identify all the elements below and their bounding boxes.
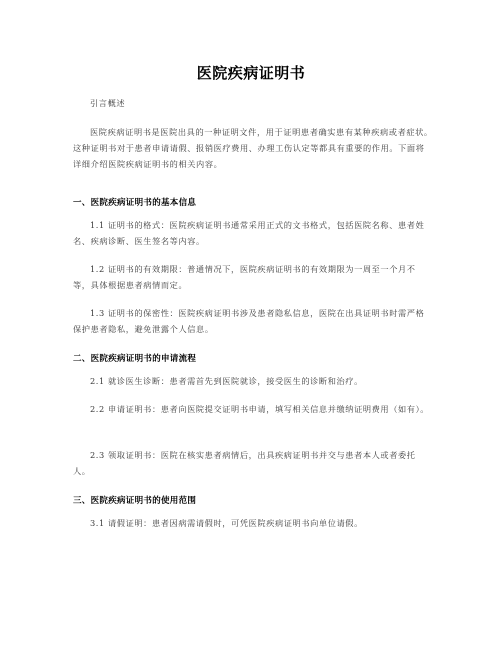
section1-paragraph-2-text: 1.2 证明书的有效期限：普通情况下，医院疾病证明书的有效期限为一周至一个月不等，具体根据患者病情而定。 (73, 264, 416, 290)
intro-paragraph-text: 医院疾病证明书是医院出具的一种证明文件，用于证明患者确实患有某种疾病或者症状。这种证明书对于患者申请请假、报销医疗费用、办理工伤认定等都具有重要的作用。下面将详细介绍医院疾病证明书的相关内容。 (73, 127, 433, 169)
section2-paragraph-1-text: 2.1 就诊医生诊断：患者需首先到医院就诊，接受医生的诊断和治疗。 (90, 376, 363, 386)
intro-paragraph (73, 124, 433, 172)
section1-paragraph-1 (73, 217, 433, 249)
intro-heading-text: 引言概述 (90, 98, 126, 108)
section2-paragraph-3-text: 2.3 领取证明书：医院在核实患者病情后，出具疾病证明书并交与患者本人或者委托人。 (73, 450, 416, 476)
intro-heading (73, 95, 433, 111)
section1-paragraph-3-text: 1.3 证明书的保密性：医院疾病证明书涉及患者隐私信息，医院在出具证明书时需严格保护患者隐私，避免泄露个人信息。 (73, 308, 425, 334)
section2-paragraph-3 (73, 447, 433, 479)
section1-paragraph-2 (73, 261, 433, 293)
section2-paragraph-1 (73, 373, 433, 389)
section3-paragraph-1 (73, 515, 433, 531)
section1-paragraph-1-text: 1.1 证明书的格式：医院疾病证明书通常采用正式的文书格式，包括医院名称、患者姓名、疾病诊断、医生签名等内容。 (73, 220, 425, 246)
section1-paragraph-3 (73, 305, 433, 337)
section1-heading: 一、医院疾病证明书的基本信息 (73, 198, 197, 208)
document-title: 医院疾病证明书 (196, 64, 306, 82)
section2-paragraph-2 (73, 401, 433, 417)
section3-heading: 三、医院疾病证明书的使用范围 (73, 496, 197, 506)
section2-heading: 二、医院疾病证明书的申请流程 (73, 354, 197, 364)
section2-paragraph-2-text: 2.2 申请证明书：患者向医院提交证明书申请，填写相关信息并缴纳证明费用（如有）。 (90, 404, 430, 414)
section3-paragraph-1-text: 3.1 请假证明：患者因病需请假时，可凭医院疾病证明书向单位请假。 (90, 518, 363, 528)
